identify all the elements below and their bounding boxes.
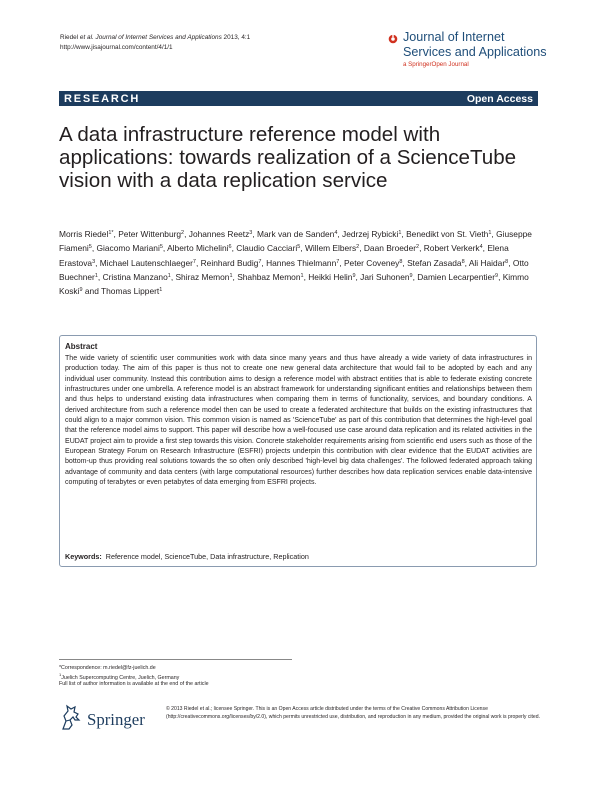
- author-name: Benedikt von St. Vieth: [406, 229, 489, 239]
- citation-journal: Journal of Internet Services and Applications: [95, 34, 222, 41]
- author-name: Morris Riedel: [59, 229, 109, 239]
- author-name: Claudio Cacciari: [236, 243, 298, 254]
- author-affiliation-mark: 1*: [108, 230, 114, 236]
- springer-logo: [59, 703, 159, 735]
- author-affiliation-mark: 5: [159, 244, 163, 251]
- author-affiliation-mark: 1: [229, 273, 233, 280]
- author-affiliation-mark: 5: [88, 244, 92, 251]
- author-affiliation-mark: 5: [297, 244, 301, 251]
- license-text: © 2013 Riedel et al.; licensee Springer. This is an Open Access article distributed under the terms of the Creative Commons Attribution License (http://creativecommons.org/licenses/by/2.0), which permits unrestricted use, distribution, and reproduction in any medium, provided the original work is properly cited.: [166, 706, 540, 721]
- author-name: Reinhard Budig: [200, 257, 259, 268]
- author-affiliation-mark: 9: [79, 287, 83, 294]
- author-affiliation-mark: 9: [352, 273, 356, 280]
- author-affiliation-mark: 4: [334, 230, 338, 236]
- author-affiliation-mark: 7: [258, 258, 262, 265]
- author-affiliation-mark: 6: [228, 244, 232, 251]
- author-name: Damien Lecarpentier: [417, 272, 495, 283]
- author-name: Cristina Manzano: [102, 272, 168, 283]
- author-name: Hannes Thielmann: [266, 257, 337, 268]
- author-name: Elena Erastova: [59, 243, 509, 268]
- author-name: Jedrzej Rybicki: [342, 229, 399, 239]
- author-affiliation-mark: 1: [94, 273, 98, 280]
- journal-publisher: a SpringerOpen Journal: [403, 61, 469, 68]
- author-name: Daan Broeder: [363, 243, 417, 254]
- author-name: Robert Verkerk: [423, 243, 480, 254]
- author-affiliation-mark: 1: [167, 273, 171, 280]
- citation-volume: 2013, 4:1: [221, 34, 251, 41]
- author-name: Jari Suhonen: [360, 272, 410, 283]
- abstract-body: The wide variety of scientific user communities work with data since many years and thus have already a wide variety of data infrastructures in production today. The aim of this paper is thus not to create one new general data architecture that would fail to be adopted by each and any individual user community. Instead this contribution aims to design a reference model with abstract entities that is able to federate existing concrete infrastructures under one umbrella. A reference model is an abstract framework for understanding significant entities and relationships between them and thus helps to understand existing data infrastructures when comparing them in terms of functionality, services, and boundary conditions. A derived architecture from such a reference model then can be used to create a federated architecture that builds on the existing infrastructures that could align to a major common vision. This common vision is named as 'ScienceTube' as part of this contribution that determines the high-level goal that the reference model aims to support. This paper will describe how a well-focused use case around data replication and its related activities in the EUDAT project aim to provide a first step towards this vision. Concrete stakeholder requirements arising from scientific end users such as those of the European Strategy Forum on Research Infrastructure (ESFRI) projects underpin this contribution with clear evidence that the EUDAT activities are bottom-up thus providing real solutions towards the so often only described 'high-level big data challenges'. The followed federated approach taking advantage of community and data centers (with large computational resources) further describes how data replication services enable data-intensive computing of terabytes or even petabytes of data emerging from ESFRI projects.: [65, 355, 532, 487]
- author-affiliation-mark: 8: [399, 258, 403, 265]
- author-affiliation-mark: 2: [416, 244, 420, 251]
- article-url[interactable]: http://www.jisajournal.com/content/4/1/1: [60, 44, 173, 51]
- author-name: Stefan Zasada: [407, 257, 462, 268]
- author-name: Peter Wittenburg: [118, 229, 182, 239]
- author-affiliation-mark: 1: [398, 230, 402, 236]
- springeropen-icon: [388, 34, 398, 44]
- footnote-divider: [59, 659, 292, 660]
- author-name: Giacomo Mariani: [96, 243, 160, 254]
- author-affiliation-mark: 7: [336, 258, 340, 265]
- author-affiliation-mark: 3: [249, 230, 253, 236]
- author-name: Shiraz Memon: [175, 272, 230, 283]
- author-list: Morris Riedel$^{1*}$, Peter Wittenburg$^2$, Johannes Reetz$^3$, Mark van de Sanden$^4$, Jedrzej Rybicki$^1$, Benedikt von St. Vieth$^1$, Giuseppe Fiameni$^5$, Giacomo Mariani$^5$, Alberto Michelini$^6$, Claudio Cacciari$^5$, Willem Elbers$^2$, Daan Broeder$^2$, Robert Verkerk$^4$, Elena Erastova$^3$, Michael Lautenschlaeger$^7$, Reinhard Budig$^7$, Hannes Thielmann$^7$, Peter Coveney$^8$, Stefan Zasada$^8$, Ali Haidar$^8$, Otto Buechner$^1$, Cristina Manzano$^1$, Shiraz Memon$^1$, Shahbaz Memon$^1$, Heikki Helin$^9$, Jari Suhonen$^9$, Damien Lecarpentier$^9$, Kimmo Koski$^9$ and Thomas Lippert$^1$: [59, 229, 532, 297]
- author-name: Peter Coveney: [343, 257, 400, 268]
- author-affiliation-mark: 3: [92, 258, 96, 265]
- citation-line: [60, 33, 250, 43]
- open-access-label: Open Access: [466, 93, 533, 105]
- author-name: Giuseppe Fiameni: [59, 229, 532, 254]
- springer-horse-icon: [59, 703, 83, 731]
- abstract-heading: Abstract: [65, 342, 98, 351]
- author-affiliation-mark: 7: [192, 258, 196, 265]
- author-name: Otto Buechner: [59, 257, 529, 283]
- author-name: Willem Elbers: [304, 243, 357, 254]
- author-name: Johannes Reetz: [188, 229, 250, 239]
- keywords-text: Reference model, ScienceTube, Data infrastructure, Replication: [105, 552, 309, 561]
- author-affiliation-mark: 1: [488, 230, 492, 236]
- author-affiliation-mark: 1: [300, 273, 304, 280]
- author-info-note: Full list of author information is available at the end of the article: [59, 681, 209, 687]
- article-type: RESEARCH: [64, 92, 141, 105]
- author-name: Thomas Lippert: [101, 286, 160, 297]
- author-affiliation-mark: 2: [356, 244, 360, 251]
- journal-name-line2: Services and Applications: [403, 45, 547, 59]
- affiliation-mark: 1: [59, 672, 62, 677]
- author-affiliation-mark: 2: [181, 230, 185, 236]
- author-name: Michael Lautenschlaeger: [99, 257, 193, 268]
- journal-name-line1: Journal of Internet: [403, 30, 505, 44]
- author-name: Mark van de Sanden: [257, 229, 335, 239]
- author-affiliation-mark: 9: [409, 273, 413, 280]
- article-type-banner: [59, 91, 538, 106]
- author-affiliation-mark: 8: [461, 258, 465, 265]
- author-affiliation-mark: 9: [495, 273, 499, 280]
- correspondence-note: *Correspondence: m.riedel@fz-juelich.de: [59, 665, 156, 671]
- author-affiliation-mark: 1: [159, 287, 163, 294]
- author-affiliation-mark: 8: [505, 258, 509, 265]
- keywords-line: [65, 552, 309, 561]
- affiliation-note: [59, 672, 179, 681]
- springer-wordmark: Springer: [87, 710, 145, 729]
- keywords-label: Keywords:: [65, 552, 102, 561]
- author-name: Heikki Helin: [308, 272, 353, 283]
- author-affiliation-mark: 4: [479, 244, 483, 251]
- abstract-box: [59, 335, 537, 567]
- author-name: Shahbaz Memon: [237, 272, 301, 283]
- author-name: Alberto Michelini: [167, 243, 229, 254]
- citation-etal: et al.: [79, 34, 94, 41]
- author-name: Kimmo Koski: [59, 272, 529, 297]
- citation-authors: Riedel: [60, 34, 80, 41]
- affiliation-text: Juelich Supercomputing Centre, Juelich, Germany: [61, 674, 180, 681]
- article-title: A data infrastructure reference model with applications: towards realization of a ScienceTube vision with a data replication service: [59, 123, 517, 192]
- author-name: Ali Haidar: [468, 257, 506, 268]
